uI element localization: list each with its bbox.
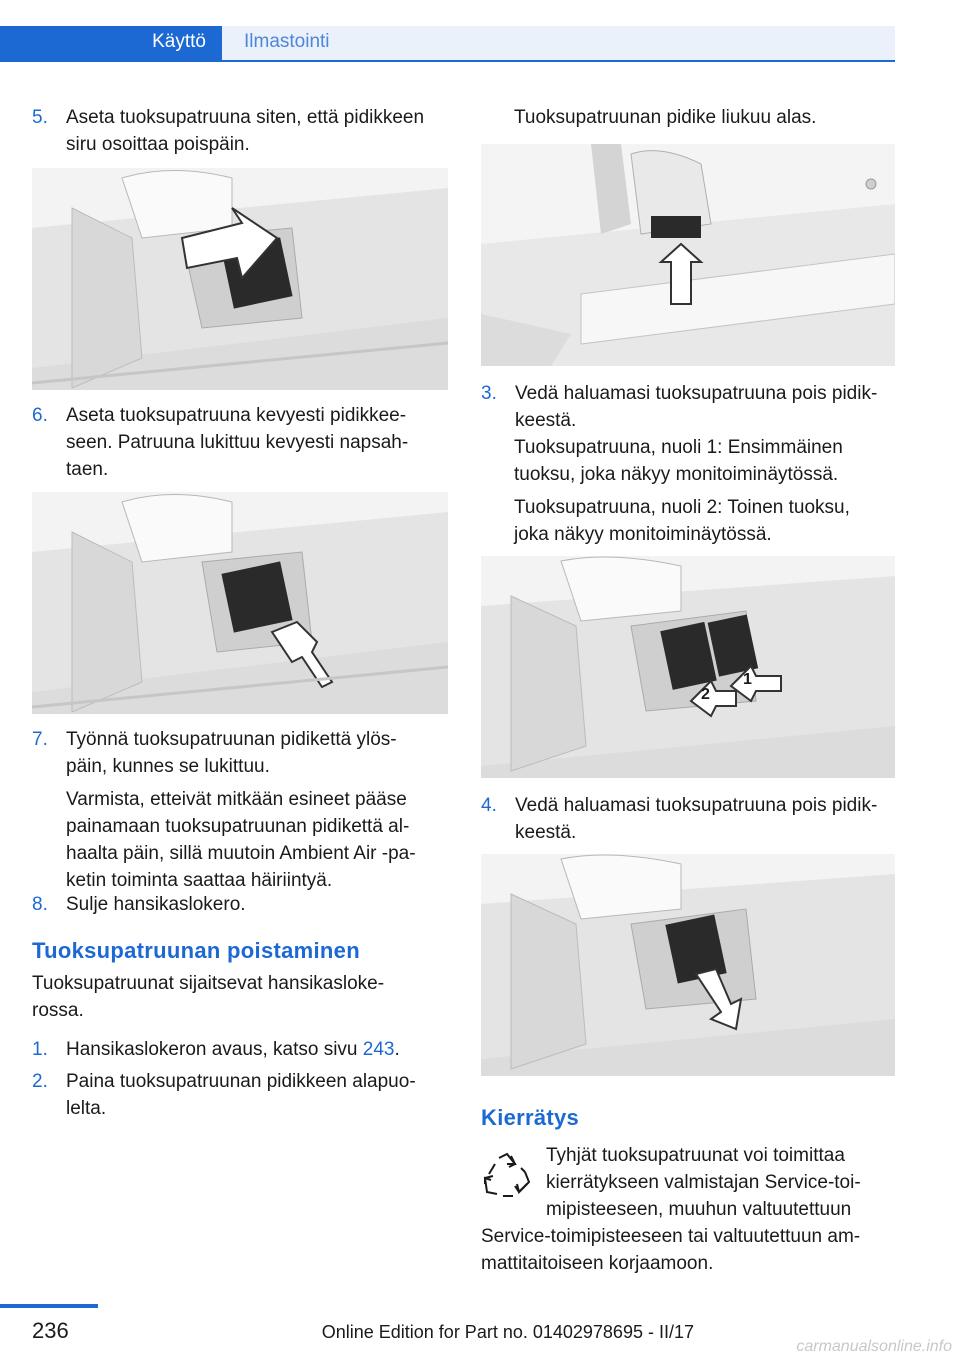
tab-ilmastointi-label: Ilmastointi: [244, 31, 330, 52]
note-line: joka näkyy monitoiminäytössä.: [514, 524, 772, 545]
recycle-line: kierrätykseen valmistajan Service-toi‐: [546, 1172, 861, 1193]
section-heading-recycling: Kierrätys: [481, 1105, 580, 1130]
step-line: Hansikaslokeron avaus, katso sivu: [66, 1039, 363, 1060]
photo-holder-slides: [481, 144, 895, 366]
step-line: siru osoittaa poispäin.: [66, 134, 250, 155]
step-number: 2.: [32, 1071, 48, 1092]
step-line: keestä.: [515, 410, 577, 431]
recycle-line: Service-toimipisteeseen tai valtuutettuun am‐: [481, 1226, 861, 1247]
step-line: seen. Patruuna lukittuu kevyesti napsah‐: [66, 432, 409, 453]
step-text: [66, 1068, 416, 1122]
step-text: [515, 792, 877, 846]
step-3: [481, 380, 901, 434]
removal-step-2: [32, 1068, 452, 1122]
step-text: [515, 380, 877, 434]
note-line: painamaan tuoksupatruunan pidikettä al‐: [66, 816, 410, 837]
tab-kaytto-label: Käyttö: [152, 31, 206, 52]
note-line: Tuoksupatruuna, nuoli 2: Toinen tuoksu,: [514, 497, 850, 518]
step-line: keestä.: [515, 822, 577, 843]
intro-line: rossa.: [32, 1000, 84, 1021]
step-number: 1.: [32, 1039, 48, 1060]
step-text: [66, 402, 408, 483]
tab-kaytto[interactable]: [0, 26, 222, 62]
step-7-note: [66, 786, 456, 894]
removal-intro: [32, 970, 452, 1024]
page-link-243[interactable]: 243: [362, 1039, 395, 1060]
page-number: 236: [32, 1318, 69, 1343]
note-line: Tuoksupatruuna, nuoli 1: Ensimmäinen: [514, 437, 843, 458]
note-line: haalta päin, sillä muutoin Ambient Air ‑pa‐: [66, 843, 416, 864]
step-number: 6.: [32, 405, 48, 426]
note-line: ketin toiminta saattaa häiriintyä.: [66, 870, 333, 891]
recycling-text-block: [546, 1142, 896, 1223]
footer-accent-bar: [0, 1304, 98, 1308]
step-line: Vedä haluamasi tuoksupatruuna pois pidik‐: [515, 795, 878, 816]
photo-pull-out-cartridge: [481, 854, 895, 1076]
step-6: [32, 402, 452, 483]
holder-slides-text: Tuoksupatruunan pidike liukuu alas.: [514, 107, 817, 128]
step-line: Vedä haluamasi tuoksupatruuna pois pidik‐: [515, 383, 878, 404]
recycle-line: Tyhjät tuoksupatruunat voi toimittaa: [546, 1145, 845, 1166]
step-4: [481, 792, 901, 846]
section-heading-removal: Tuoksupatruunan poistaminen: [32, 938, 360, 963]
intro-line: Tuoksupatruunat sijaitsevat hansikasloke‐: [32, 973, 385, 994]
photo-insert-cartridge: [32, 168, 448, 390]
recycling-text-continued: [481, 1223, 901, 1277]
photo-two-cartridges: [481, 556, 895, 778]
step-number: 3.: [481, 383, 497, 404]
step-line: päin, kunnes se lukittuu.: [66, 756, 270, 777]
step-7: [32, 726, 452, 780]
recycle-line: mattitaitoiseen korjaamoon.: [481, 1253, 714, 1274]
arrow-label-1: 1: [743, 671, 752, 688]
photo-cartridge-seated: [32, 492, 448, 714]
tab-ilmastointi[interactable]: [222, 26, 895, 62]
step-line: Aseta tuoksupatruuna siten, että pidikkeen: [66, 107, 425, 128]
step-line: taen.: [66, 459, 109, 480]
step-punct: .: [394, 1039, 400, 1060]
step-3-note-1: [514, 434, 894, 488]
step-8: [32, 891, 452, 918]
note-line: Varmista, etteivät mitkään esineet pääse: [66, 789, 407, 810]
removal-step-1: [32, 1036, 452, 1063]
header-divider: [0, 60, 895, 62]
step-number: 5.: [32, 107, 48, 128]
step-number: 8.: [32, 894, 48, 915]
step-text: [66, 726, 397, 780]
step-line: lelta.: [66, 1098, 107, 1119]
step-text: [66, 104, 424, 158]
step-number: 4.: [481, 795, 497, 816]
note-line: tuoksu, joka näkyy monitoiminäytössä.: [514, 464, 839, 485]
footer-edition: Online Edition for Part no. 01402978695 - II/17: [321, 1322, 694, 1342]
step-5: [32, 104, 452, 158]
recycle-icon: [481, 1150, 533, 1202]
arrow-label-2: 2: [701, 686, 710, 703]
step-text: Sulje hansikaslokero.: [66, 894, 246, 915]
watermark: carmanualsonline.info: [796, 1338, 952, 1355]
page-header: [0, 0, 895, 62]
step-line: Työnnä tuoksupatruunan pidikettä ylös‐: [66, 729, 397, 750]
step-number: 7.: [32, 729, 48, 750]
step-text: [66, 1036, 400, 1063]
step-line: Aseta tuoksupatruuna kevyesti pidikkee‐: [66, 405, 407, 426]
step-3-note-2: [514, 494, 894, 548]
step-line: Paina tuoksupatruunan pidikkeen alapuo‐: [66, 1071, 416, 1092]
recycle-line: mipisteeseen, muuhun valtuutettuun: [546, 1199, 852, 1220]
